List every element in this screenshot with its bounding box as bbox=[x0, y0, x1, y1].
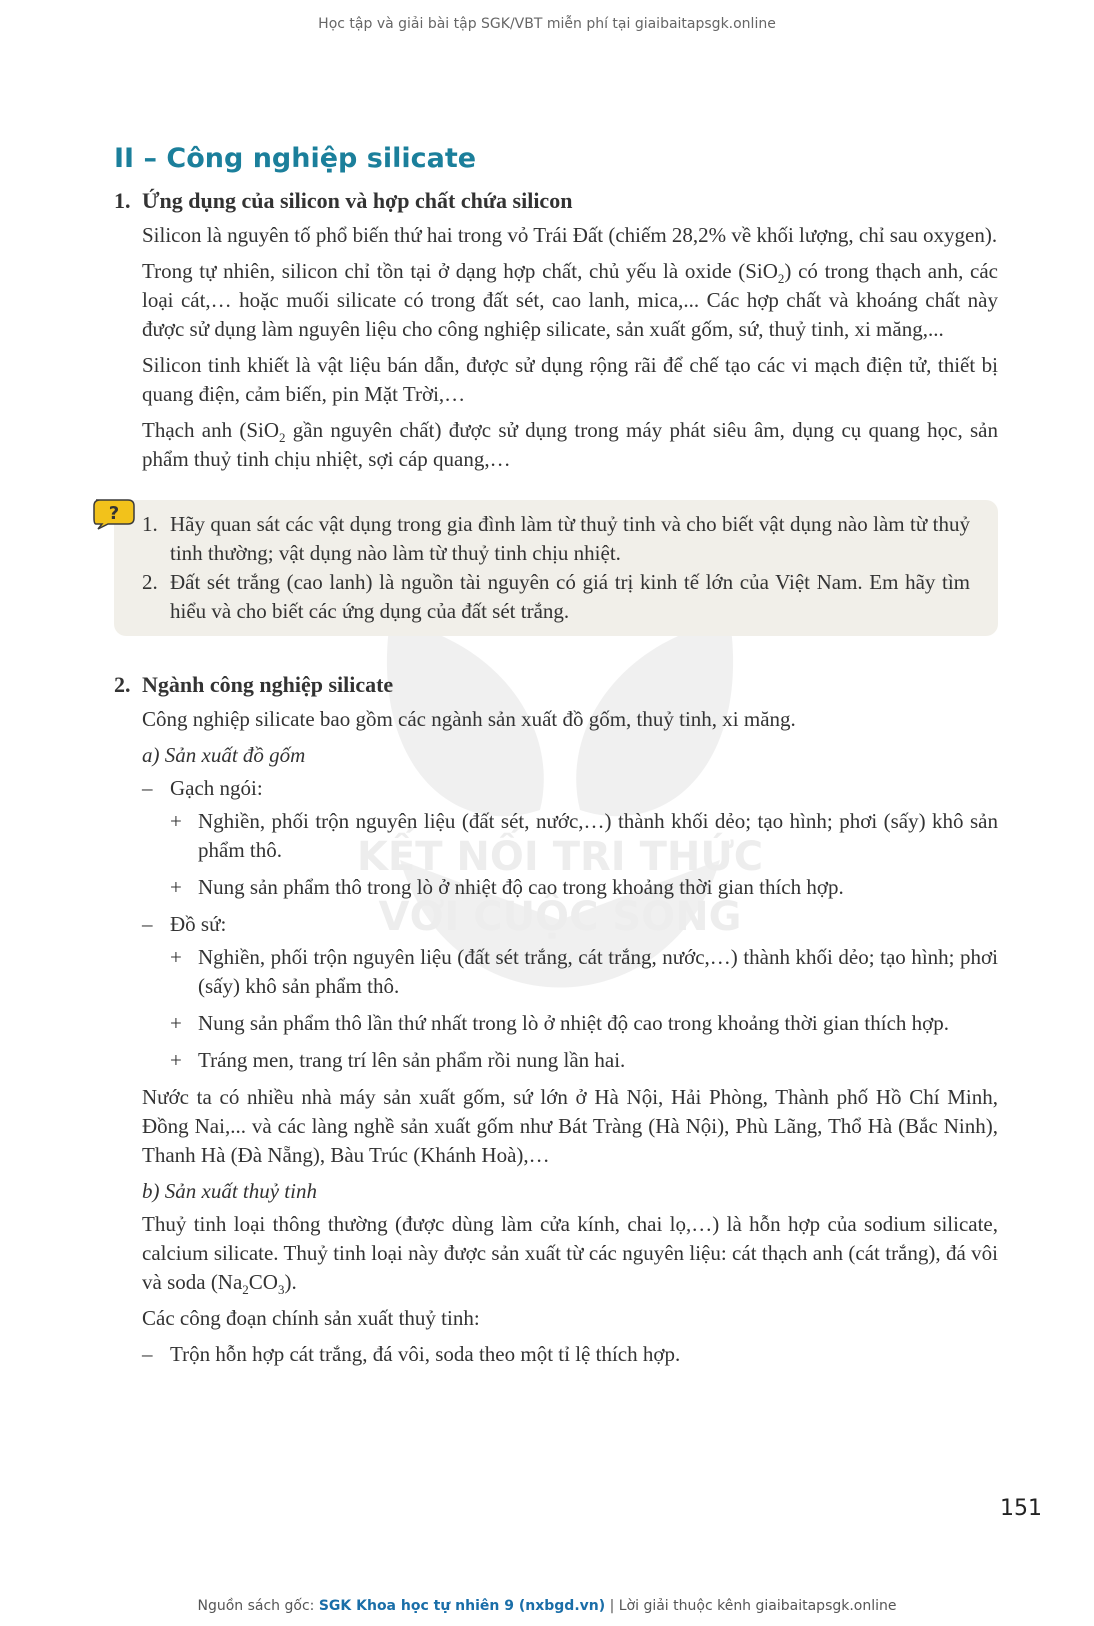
dash-marker: – bbox=[142, 1342, 153, 1366]
subsection-1-heading bbox=[114, 186, 998, 215]
section-title: II – Công nghiệp silicate bbox=[114, 143, 477, 174]
page-number: 151 bbox=[1000, 1496, 1042, 1521]
question-text: Đất sét trắng (cao lanh) là nguồn tài nguyên có giá trị kinh tế lớn của Việt Nam. Em hãy tìm hiểu và cho biết các ứng dụng của đất sét trắng. bbox=[170, 570, 970, 623]
glass-heading: b) Sản xuất thuỷ tinh bbox=[142, 1179, 317, 1203]
subsection-1-number: 1. bbox=[114, 188, 131, 213]
subsection-1-title: Ứng dụng của silicon và hợp chất chứa silicon bbox=[142, 188, 573, 213]
page-header: Học tập và giải bài tập SGK/VBT miễn phí tại giaibaitapsgk.online bbox=[318, 16, 776, 32]
brick-label: Gạch ngói: bbox=[170, 776, 263, 800]
paragraph-silicon-abundance: Silicon là nguyên tố phổ biến thứ hai trong vỏ Trái Đất (chiếm 28,2% về khối lượng, chỉ sau oxygen). bbox=[142, 223, 998, 247]
paragraph-silicon-uses: Silicon tinh khiết là vật liệu bán dẫn, được sử dụng rộng rãi để chế tạo các vi mạch điện tử, thiết bị quang điện, cảm biến, pin Mặt Trời,… bbox=[142, 353, 998, 406]
porcelain-steps bbox=[170, 943, 998, 1075]
page-content bbox=[108, 142, 999, 1373]
brick-step: + Nghiền, phối trộn nguyên liệu (đất sét, nước,…) thành khối dẻo; tạo hình; phơi (sấy) khô sản phẩm thô. bbox=[170, 809, 998, 862]
footer-source-link[interactable]: SGK Khoa học tự nhiên 9 (nxbgd.vn) bbox=[318, 1598, 606, 1614]
porcelain-step: + Tráng men, trang trí lên sản phẩm rồi nung lần hai. bbox=[170, 1048, 626, 1072]
question-number: 2. bbox=[142, 570, 158, 594]
question-mark-icon bbox=[92, 496, 140, 530]
question-item bbox=[142, 510, 970, 568]
porcelain-step: + Nghiền, phối trộn nguyên liệu (đất sét trắng, cát trắng, nước,…) thành khối dẻo; tạo hình; phơi (sấy) khô sản phẩm thô. bbox=[170, 945, 998, 998]
question-mark-glyph: ? bbox=[108, 503, 120, 524]
footer-prefix: Nguồn sách gốc: bbox=[197, 1598, 319, 1614]
paragraph-quartz-uses: Thạch anh (SiO$_2$ gần nguyên chất) được sử dụng trong máy phát siêu âm, dụng cụ quang học, sản phẩm thuỷ tinh chịu nhiệt, sợi cáp quang,… bbox=[142, 418, 998, 471]
glass-step-text: Trộn hỗn hợp cát trắng, đá vôi, soda theo một tỉ lệ thích hợp. bbox=[170, 1342, 681, 1366]
footer-suffix: | Lời giải thuộc kênh giaibaitapsgk.online bbox=[605, 1598, 897, 1614]
paragraph-pottery-places: Nước ta có nhiều nhà máy sản xuất gốm, sứ lớn ở Hà Nội, Hải Phòng, Thành phố Hồ Chí Minh, Đồng Nai,... và các làng nghề sản xuất gốm như Bát Tràng (Hà Nội), Phù Lãng, Thổ Hà (Bắc Ninh), Thanh Hà (Đà Nẵng), Bàu Trúc (Khánh Hoà),… bbox=[142, 1085, 998, 1167]
dash-marker: – bbox=[142, 776, 153, 800]
paragraph-silicate-industry: Công nghiệp silicate bao gồm các ngành sản xuất đồ gốm, thuỷ tinh, xi măng. bbox=[142, 707, 796, 731]
page-footer bbox=[0, 1598, 1094, 1614]
porcelain-step: + Nung sản phẩm thô lần thứ nhất trong lò ở nhiệt độ cao trong khoảng thời gian thích hợp. bbox=[170, 1011, 949, 1035]
paragraph-glass-composition: Thuỷ tinh loại thông thường (được dùng làm cửa kính, chai lọ,…) là hỗn hợp của sodium silicate, calcium silicate. Thuỷ tinh loại này được sản xuất từ các nguyên liệu: cát thạch anh (cát trắng), đá vôi và soda $(Na_2CO_3)$. bbox=[142, 1212, 998, 1297]
subsection-2-number: 2. bbox=[114, 672, 131, 697]
porcelain-label: Đồ sứ: bbox=[170, 912, 227, 936]
question-number: 1. bbox=[142, 512, 158, 536]
brick-item bbox=[142, 774, 998, 803]
question-box bbox=[108, 500, 998, 636]
subsection-2-heading bbox=[114, 670, 998, 699]
question-item bbox=[142, 568, 970, 626]
brick-step: + Nung sản phẩm thô trong lò ở nhiệt độ cao trong khoảng thời gian thích hợp. bbox=[170, 875, 844, 899]
glass-step bbox=[142, 1340, 998, 1369]
watermark-line1: KẾT NỐI TRI THỨC bbox=[356, 834, 764, 880]
dash-marker: – bbox=[142, 912, 153, 936]
pottery-heading: a) Sản xuất đồ gốm bbox=[142, 743, 306, 767]
paragraph-silicon-nature: Trong tự nhiên, silicon chỉ tồn tại ở dạng hợp chất, chủ yếu là oxide (SiO$_2$) có trong thạch anh, các loại cát,… hoặc muối silicate có trong đất sét, cao lanh, mica,... Các hợp chất và khoáng chất này được sử dụng làm nguyên liệu cho công nghiệp silicate, sản xuất gốm, sứ, thuỷ tinh, xi măng,... bbox=[142, 259, 999, 341]
question-text: Hãy quan sát các vật dụng trong gia đình làm từ thuỷ tinh và cho biết vật dụng nào làm từ thuỷ tinh thường; vật dụng nào làm từ thuỷ tinh chịu nhiệt. bbox=[170, 512, 970, 565]
paragraph-glass-steps-intro: Các công đoạn chính sản xuất thuỷ tinh: bbox=[142, 1306, 480, 1330]
watermark-line2: VỚI CUỘC SỐNG bbox=[378, 894, 742, 940]
subsection-2-title: Ngành công nghiệp silicate bbox=[142, 672, 394, 697]
brick-steps bbox=[170, 807, 998, 902]
porcelain-item bbox=[142, 910, 998, 939]
